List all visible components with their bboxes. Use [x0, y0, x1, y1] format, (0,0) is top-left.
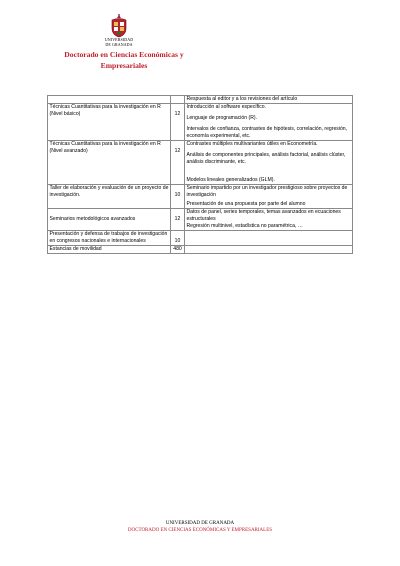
table-row	[48, 141, 353, 185]
page-footer	[0, 520, 400, 534]
activity-item: Regresión multinivel, estadística no paramétrica, …	[186, 223, 303, 229]
course-name-cell: Estancias de movilidad	[48, 246, 171, 254]
activity-item: Introducción al software específico.	[186, 104, 267, 110]
activities-cell	[185, 96, 353, 104]
footer-university: UNIVERSIDAD DE GRANADA	[165, 521, 235, 526]
course-name-cell: Técnicas Cuantitativas para la investigación en R (Nivel básico)	[48, 104, 171, 141]
activities-cell	[185, 185, 353, 209]
activity-item: Modelos lineales generalizados (GLM).	[186, 177, 275, 183]
course-name-cell: Taller de elaboración y evaluación de un proyecto de investigación.	[48, 185, 171, 209]
table-row	[48, 185, 353, 209]
activity-item: Lenguaje de programación (R).	[186, 115, 258, 121]
hours-cell: 12	[171, 104, 185, 141]
activity-item: Análisis de componentes principales, análisis factorial, análisis clúster, análisis discriminante, etc.	[186, 152, 346, 165]
university-name	[91, 38, 147, 47]
activities-cell	[185, 104, 353, 141]
activity-item: Contrastes múltiples multivariantes útiles en Econometría.	[186, 141, 318, 147]
university-name-line2: DE GRANADA	[105, 41, 133, 47]
activity-item: Presentación de una propuesta por parte del alumno	[186, 201, 306, 207]
activities-cell	[185, 246, 353, 254]
training-activities-table	[47, 95, 353, 254]
course-name-cell: Presentación y defensa de trabajos de investigación en congresos nacionales e internacionales	[48, 231, 171, 246]
table-row	[48, 104, 353, 141]
hours-cell	[171, 96, 185, 104]
hours-cell: 480	[171, 246, 185, 254]
activities-cell	[185, 141, 353, 185]
table-row	[48, 96, 353, 104]
table-row	[48, 231, 353, 246]
activities-cell	[185, 209, 353, 231]
activity-item: Intervalos de confianza, contrastes de hipótesis, correlación, regresión, economía experimental, etc.	[186, 126, 348, 139]
table-row	[48, 246, 353, 254]
course-name-cell: Técnicas Cuantitativas para la investigación en R (Nivel avanzado)	[48, 141, 171, 185]
activities-cell	[185, 231, 353, 246]
university-crest-icon	[108, 14, 130, 38]
program-title: Doctorado en Ciencias Económicas y Empresariales	[64, 50, 184, 70]
hours-cell: 10	[171, 231, 185, 246]
course-name-cell	[48, 96, 171, 104]
university-name-line1: UNIVERSIDAD	[104, 37, 134, 42]
hours-cell: 12	[171, 209, 185, 231]
activity-item: Seminario impartido por un investigador prestigioso sobre proyectos de investigación	[186, 185, 348, 198]
activity-item: Respuesta al editor y a los revisiones del artículo	[186, 96, 298, 102]
activity-item: Datos de panel, series temporales, temas avanzados en ecuaciones estructurales	[186, 209, 341, 222]
table-row	[48, 209, 353, 231]
course-name-cell: Seminarios metodológicos avanzados	[48, 209, 171, 231]
hours-cell: 12	[171, 141, 185, 185]
hours-cell: 10	[171, 185, 185, 209]
footer-program: DOCTORADO EN CIENCIAS ECONÓMICAS Y EMPRESARIALES	[127, 528, 273, 533]
